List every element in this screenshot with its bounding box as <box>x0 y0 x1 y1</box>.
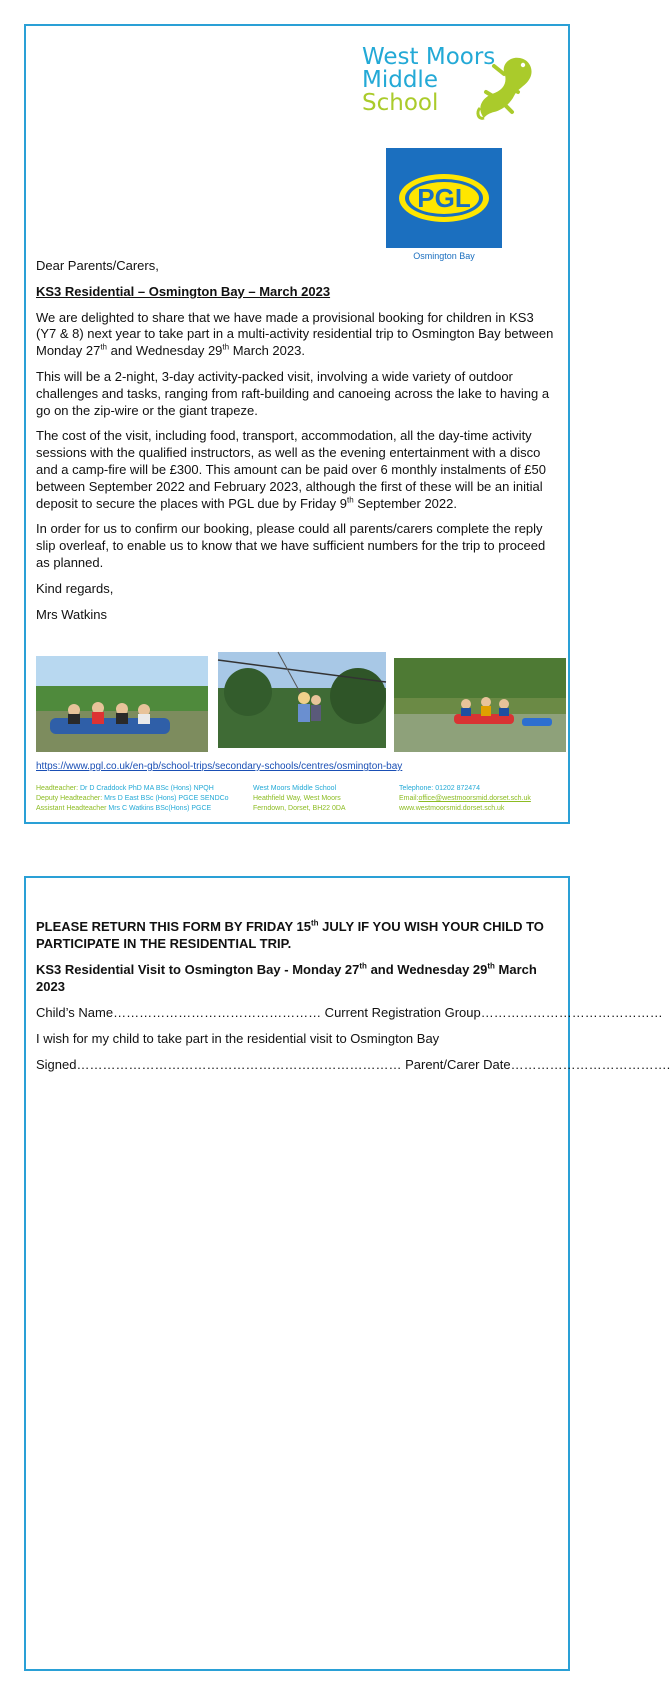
letter-body <box>36 258 556 632</box>
footer-address: West Moors Middle School Heathfield Way, West Moors Ferndown, Dorset, BH22 0DA <box>253 785 346 812</box>
paragraph-3: The cost of the visit, including food, transport, accommodation, all the day-time activity sessions with the qualified instructors, as well as the evening entertainment with a disco and a camp-fire will be £300. This amount can be paid over 6 monthly instalments of £50 between September 2022 and February 2023, although the first of these will be an initial deposit to secure the places with PGL due by Friday 9th September 2022. <box>36 428 546 511</box>
pgl-caption: Osmington Bay <box>413 251 475 261</box>
consent-line: I wish for my child to take part in the residential visit to Osmington Bay <box>36 1031 440 1046</box>
email-link[interactable]: office@westmoorsmid.dorset.sch.uk <box>418 795 531 802</box>
school-logo <box>362 46 542 136</box>
slip-title: KS3 Residential Visit to Osmington Bay - Monday 27th and Wednesday 29th March 2023 <box>36 961 537 994</box>
child-name-line: Child’s Name………………………………………… Current Registration Group…………………………………… <box>36 1005 663 1020</box>
reply-slip-page <box>24 876 670 1671</box>
pgl-mark: PGL <box>417 183 471 213</box>
letter-heading: KS3 Residential – Osmington Bay – March 2023 <box>36 283 331 299</box>
footer-staff: Headteacher: Dr D Craddock PhD MA BSc (Hons) NPQH Deputy Headteacher: Mrs D East BSc (Hons) PGCE SENDCo Assistant Headteacher Mrs C Watkins BSc(Hons) PGCE <box>36 785 229 812</box>
return-notice: PLEASE RETURN THIS FORM BY FRIDAY 15th JULY IF YOU WISH YOUR CHILD TO PARTICIPATE IN THE RESIDENTIAL TRIP. <box>36 918 544 951</box>
canoe-photo <box>394 658 566 752</box>
signed-line: Signed………………………………………………………………… Parent/Carer Date………………………………. <box>36 1057 670 1072</box>
zipwire-photo <box>218 652 386 748</box>
logo-line3: School <box>362 90 439 116</box>
website-link[interactable]: www.westmoorsmid.dorset.sch.uk <box>399 805 505 812</box>
signoff: Kind regards, <box>36 580 114 596</box>
greeting: Dear Parents/Carers, <box>36 258 159 273</box>
gecko-icon <box>474 48 540 122</box>
logo-line1: West Moors <box>362 44 496 70</box>
letter-page <box>24 24 570 824</box>
photo-strip <box>36 652 566 752</box>
paragraph-2: This will be a 2-night, 3-day activity-packed visit, involving a wide variety of outdoor challenges and tasks, ranging from raft-building and canoeing across the lake to having a go on the zip-wire or the giant trapeze. <box>36 368 550 418</box>
pgl-emblem <box>396 171 492 225</box>
reply-slip <box>36 918 670 1082</box>
logo-line2: Middle <box>362 67 438 93</box>
paragraph-1: We are delighted to share that we have made a provisional booking for children in KS3 (Y7 & 8) next year to take part in a multi-activity residential trip to Osmington Bay between Monday 27th and Wednesday 29th March 2023. <box>36 309 554 359</box>
trip-link[interactable]: https://www.pgl.co.uk/en-gb/school-trips/secondary-schools/centres/osmington-bay <box>36 761 403 772</box>
pgl-logo <box>386 148 502 261</box>
footer-contact: Telephone: 01202 872474 Email:office@westmoorsmid.dorset.sch.uk www.westmoorsmid.dorset.sch.uk <box>399 785 531 812</box>
signature: Mrs Watkins <box>36 606 108 622</box>
raft-photo <box>36 656 208 752</box>
paragraph-4: In order for us to confirm our booking, please could all parents/carers complete the reply slip overleaf, to enable us to know that we have sufficient numbers for the trip to proceed as planned. <box>36 521 546 570</box>
